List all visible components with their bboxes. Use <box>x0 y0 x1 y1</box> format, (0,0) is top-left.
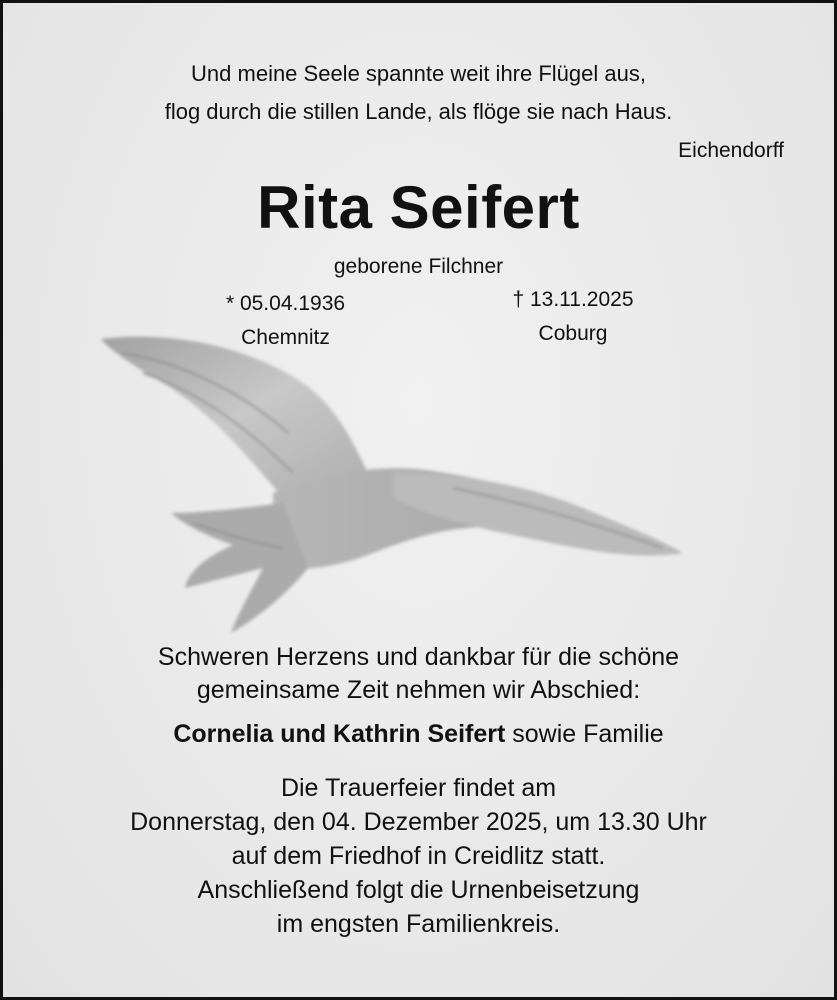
deceased-name: Rita Seifert <box>257 174 580 241</box>
funeral-line: Die Trauerfeier findet am <box>280 774 557 802</box>
poem-author: Eichendorff <box>678 139 784 162</box>
funeral-details <box>3 771 834 941</box>
message-line: Schweren Herzens und dankbar für die schöne <box>157 643 680 671</box>
family-names: Cornelia und Kathrin Seifert <box>173 720 506 748</box>
funeral-line: Donnerstag, den 04. Dezember 2025, um 13.30 Uhr <box>130 808 707 836</box>
death-place: Coburg <box>538 322 608 345</box>
funeral-line: im engsten Familienkreis. <box>276 910 561 938</box>
death-date: † 13.11.2025 <box>512 288 634 311</box>
funeral-line: Anschließend folgt die Urnenbeisetzung <box>197 876 640 904</box>
birth-place: Chemnitz <box>241 326 330 349</box>
poem-quote <box>3 55 834 131</box>
poem-line: Und meine Seele spannte weit ihre Flügel aus, <box>191 61 646 86</box>
farewell-message <box>3 641 834 707</box>
poem-line: flog durch die stillen Lande, als flöge sie nach Haus. <box>164 99 673 124</box>
mourners <box>3 720 834 749</box>
birth-name: geborene Filchner <box>333 255 504 278</box>
funeral-line: auf dem Friedhof in Creidlitz statt. <box>231 842 606 870</box>
flying-bird-icon <box>93 323 693 643</box>
message-line: gemeinsame Zeit nehmen wir Abschied: <box>196 676 641 704</box>
birth-date: * 05.04.1936 <box>225 292 346 315</box>
family-suffix: sowie Familie <box>505 720 664 748</box>
